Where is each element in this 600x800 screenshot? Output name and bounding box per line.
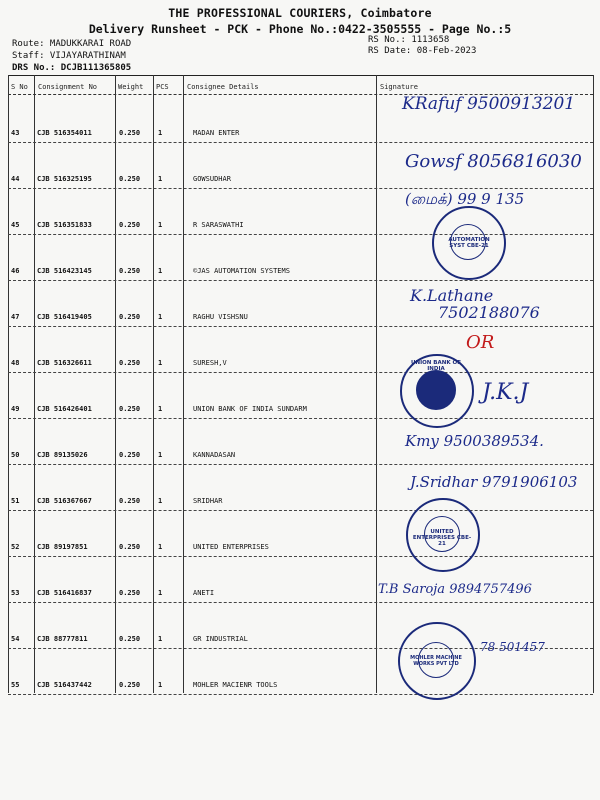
cell-cons: CJB 516419405 bbox=[37, 313, 92, 321]
cell-det: UNION BANK OF INDIA SUNDARM bbox=[193, 405, 307, 413]
rs-number: RS No.: 1113658 bbox=[368, 35, 450, 45]
cell-pcs: 1 bbox=[158, 175, 163, 183]
cell-det: ©JAS AUTOMATION SYSTEMS bbox=[193, 267, 290, 275]
cell-cons: CJB 89197851 bbox=[37, 543, 88, 551]
cell-wt: 0.250 bbox=[119, 451, 141, 459]
cell-pcs: 1 bbox=[158, 267, 163, 275]
cell-cons: CJB 516351833 bbox=[37, 221, 92, 229]
united-enterprises-stamp: UNITED ENTERPRISES CBE-21 bbox=[406, 498, 480, 572]
cell-cons: CJB 89135026 bbox=[37, 451, 88, 459]
cell-sno: 45 bbox=[11, 221, 20, 229]
cell-pcs: 1 bbox=[158, 359, 163, 367]
table-row bbox=[8, 649, 593, 695]
signature-55: 78 501457 bbox=[480, 640, 545, 654]
cell-det: UNITED ENTERPRISES bbox=[193, 543, 269, 551]
cell-cons: CJB 88777811 bbox=[37, 635, 88, 643]
signature-47-name: K.Lathane bbox=[410, 286, 494, 305]
cell-sno: 50 bbox=[11, 451, 20, 459]
cell-sno: 55 bbox=[11, 681, 20, 689]
cell-pcs: 1 bbox=[158, 589, 163, 597]
cell-det: MOHLER MACIENR TOOLS bbox=[193, 681, 278, 689]
row-rule bbox=[8, 694, 593, 695]
cell-pcs: 1 bbox=[158, 405, 163, 413]
cell-det: MADAN ENTER bbox=[193, 129, 240, 137]
cell-pcs: 1 bbox=[158, 543, 163, 551]
cell-pcs: 1 bbox=[158, 681, 163, 689]
cell-sno: 52 bbox=[11, 543, 20, 551]
col-header-consignee: Consignee Details bbox=[187, 83, 259, 91]
cell-cons: CJB 516367667 bbox=[37, 497, 92, 505]
cell-pcs: 1 bbox=[158, 221, 163, 229]
cell-sno: 49 bbox=[11, 405, 20, 413]
staff-label: Staff: VIJAYARATHINAM bbox=[12, 51, 126, 61]
mohler-stamp: MOHLER MACHINE WORKS PVT LTD bbox=[398, 622, 476, 700]
signature-49: J.K.J bbox=[482, 380, 529, 405]
signature-53: T.B Saroja 9894757496 bbox=[378, 582, 532, 597]
cell-pcs: 1 bbox=[158, 497, 163, 505]
cell-det: R SARASWATHI bbox=[193, 221, 244, 229]
cell-cons: CJB 516326611 bbox=[37, 359, 92, 367]
cell-sno: 54 bbox=[11, 635, 20, 643]
cell-wt: 0.250 bbox=[119, 543, 141, 551]
table-row bbox=[8, 327, 593, 373]
cell-wt: 0.250 bbox=[119, 267, 141, 275]
cell-wt: 0.250 bbox=[119, 635, 141, 643]
col-header-pcs: PCS bbox=[156, 83, 169, 91]
jas-automation-stamp: AUTOMATION SYST CBE-21 bbox=[432, 206, 506, 280]
cell-det: GOWSUDHAR bbox=[193, 175, 231, 183]
cell-wt: 0.250 bbox=[119, 175, 141, 183]
cell-wt: 0.250 bbox=[119, 221, 141, 229]
cell-det: RAGHU VISHSNU bbox=[193, 313, 248, 321]
cell-sno: 48 bbox=[11, 359, 20, 367]
cell-sno: 43 bbox=[11, 129, 20, 137]
cell-pcs: 1 bbox=[158, 635, 163, 643]
signature-44: Gowsf 8056816030 bbox=[405, 151, 582, 172]
cell-cons: CJB 516354011 bbox=[37, 129, 92, 137]
cell-cons: CJB 516426401 bbox=[37, 405, 92, 413]
cell-det: KANNADASAN bbox=[193, 451, 236, 459]
cell-wt: 0.250 bbox=[119, 313, 141, 321]
drs-number: DRS No.: DCJB111365805 bbox=[12, 63, 132, 73]
cell-wt: 0.250 bbox=[119, 129, 141, 137]
cell-det: ANETI bbox=[193, 589, 215, 597]
company-title: THE PROFESSIONAL COURIERS, Coimbatore bbox=[168, 6, 432, 20]
cell-sno: 47 bbox=[11, 313, 20, 321]
signature-51: J.Sridhar 9791906103 bbox=[410, 473, 578, 491]
col-header-signature: Signature bbox=[380, 83, 418, 91]
cell-det: SRIDHAR bbox=[193, 497, 223, 505]
route-label: Route: MADUKKARAI ROAD bbox=[12, 39, 132, 49]
cell-sno: 44 bbox=[11, 175, 20, 183]
col-header-consignment: Consignment No bbox=[38, 83, 98, 91]
cell-pcs: 1 bbox=[158, 451, 163, 459]
cell-cons: CJB 516423145 bbox=[37, 267, 92, 275]
col-header-sno: S No bbox=[11, 83, 28, 91]
cell-cons: CJB 516437442 bbox=[37, 681, 92, 689]
cell-det: GR INDUSTRIAL bbox=[193, 635, 248, 643]
cell-sno: 46 bbox=[11, 267, 20, 275]
cell-pcs: 1 bbox=[158, 313, 163, 321]
signature-43: KRafuf 9500913201 bbox=[402, 94, 576, 114]
col-header-weight: Weight bbox=[118, 83, 144, 91]
col-divider bbox=[593, 75, 594, 693]
rs-date: RS Date: 08-Feb-2023 bbox=[368, 46, 477, 56]
signature-47-phone: 7502188076 bbox=[438, 303, 540, 322]
cell-wt: 0.250 bbox=[119, 405, 141, 413]
union-bank-stamp: UNION BANK OF INDIA bbox=[400, 354, 474, 428]
cell-cons: CJB 516416837 bbox=[37, 589, 92, 597]
cell-cons: CJB 516325195 bbox=[37, 175, 92, 183]
cell-det: SURESH,V bbox=[193, 359, 227, 367]
runsheet-title: Delivery Runsheet - PCK - Phone No.:0422-3505555 - Page No.:5 bbox=[88, 22, 512, 36]
cell-wt: 0.250 bbox=[119, 589, 141, 597]
cell-wt: 0.250 bbox=[119, 359, 141, 367]
cell-sno: 51 bbox=[11, 497, 20, 505]
cell-wt: 0.250 bbox=[119, 497, 141, 505]
cell-wt: 0.250 bbox=[119, 681, 141, 689]
cell-pcs: 1 bbox=[158, 129, 163, 137]
signature-45: (மைக்) 99 9 135 bbox=[405, 190, 525, 208]
signature-50: Kmy 9500389534. bbox=[405, 432, 544, 450]
cell-sno: 53 bbox=[11, 589, 20, 597]
table-row bbox=[8, 511, 593, 557]
red-note: OR bbox=[466, 332, 495, 353]
